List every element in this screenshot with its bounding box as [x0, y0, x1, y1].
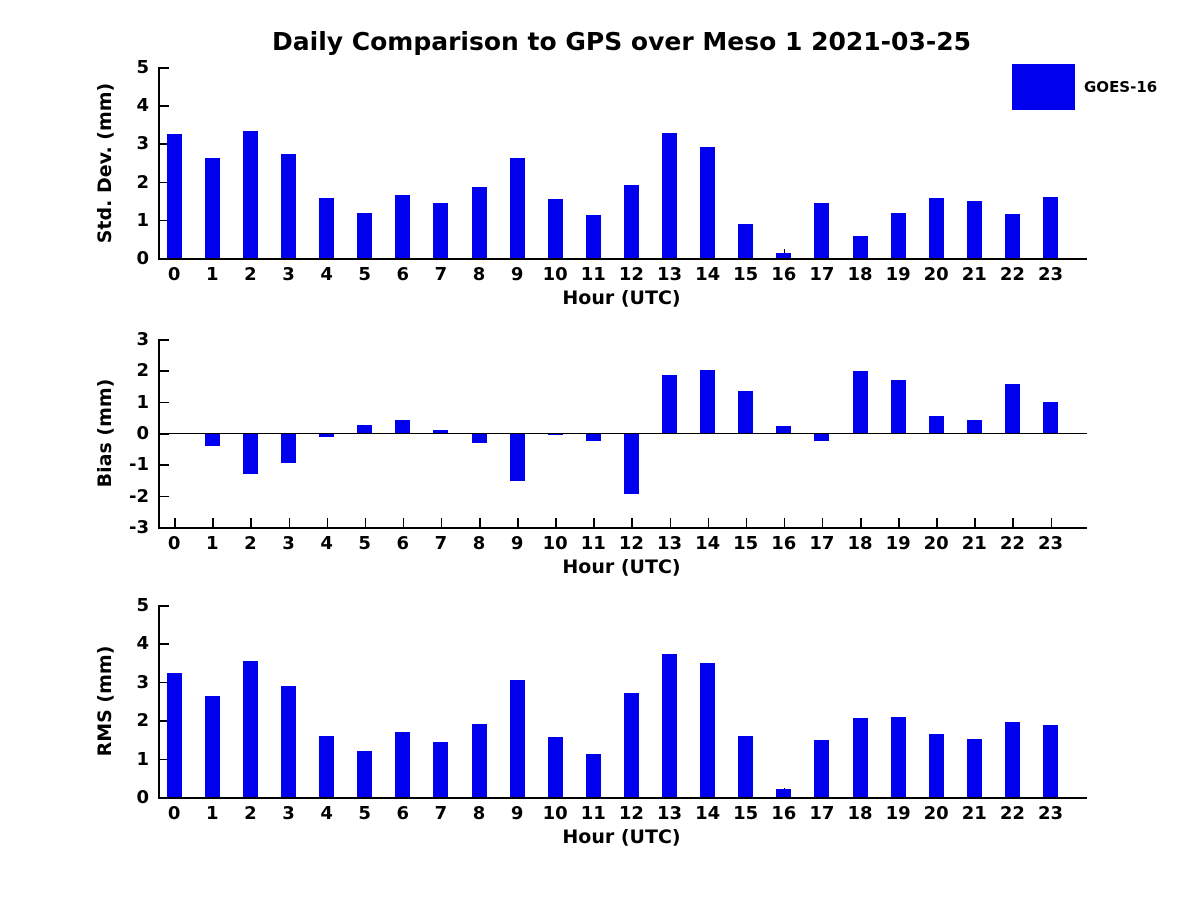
x-tick-label-std-dev: 13: [656, 264, 683, 285]
bar-std-dev-hour-20: [929, 198, 944, 258]
x-tick-label-std-dev: 6: [396, 264, 410, 285]
x-tick-bias: [631, 518, 633, 527]
x-tick-label-std-dev: 18: [847, 264, 873, 285]
x-tick-label-rms: 13: [656, 803, 683, 824]
zero-line-bias: [158, 433, 1087, 434]
x-tick-label-std-dev: 16: [771, 264, 797, 285]
bar-bias-hour-21: [967, 420, 982, 433]
x-tick-label-bias: 13: [656, 533, 683, 554]
x-axis-spine-std-dev: [158, 258, 1087, 260]
bar-rms-hour-6: [395, 732, 410, 797]
x-tick-bias: [403, 518, 405, 527]
x-tick-label-std-dev: 10: [542, 264, 568, 285]
bar-bias-hour-16: [776, 426, 791, 433]
x-tick-label-rms: 2: [244, 803, 257, 824]
x-tick-label-bias: 11: [580, 533, 606, 554]
bar-std-dev-hour-3: [281, 154, 296, 258]
bar-std-dev-hour-11: [586, 215, 601, 258]
x-tick-label-std-dev: 20: [923, 264, 949, 285]
y-tick-label-bias: 1: [136, 391, 149, 413]
x-tick-label-bias: 0: [167, 533, 181, 554]
x-tick-label-bias: 14: [695, 533, 721, 554]
bar-rms-hour-18: [853, 718, 868, 797]
bar-bias-hour-20: [929, 416, 944, 433]
x-tick-bias: [212, 518, 214, 527]
x-tick-label-std-dev: 7: [434, 264, 448, 285]
x-axis-spine-rms: [158, 797, 1087, 799]
x-tick-label-bias: 8: [472, 533, 486, 554]
bar-std-dev-hour-9: [510, 158, 525, 258]
x-tick-label-bias: 20: [923, 533, 949, 554]
x-tick-label-bias: 17: [809, 533, 835, 554]
x-tick-label-rms: 17: [809, 803, 835, 824]
bar-std-dev-hour-4: [319, 198, 334, 258]
bar-std-dev-hour-23: [1043, 197, 1058, 258]
bar-rms-hour-11: [586, 754, 601, 797]
bar-bias-hour-18: [853, 371, 868, 433]
bar-std-dev-hour-7: [433, 203, 448, 258]
x-tick-label-bias: 12: [618, 533, 644, 554]
bar-std-dev-hour-8: [472, 187, 487, 258]
bar-std-dev-hour-19: [891, 213, 906, 258]
y-tick-label-bias: -1: [129, 454, 149, 476]
y-tick-std-dev: [160, 105, 169, 107]
bar-bias-hour-15: [738, 391, 753, 433]
x-tick-label-rms: 4: [320, 803, 333, 824]
y-tick-label-rms: 0: [136, 787, 149, 808]
x-tick-label-std-dev: 12: [618, 264, 644, 285]
x-tick-label-rms: 6: [396, 803, 410, 824]
x-axis-spine-bias: [158, 527, 1087, 529]
bar-rms-hour-23: [1043, 725, 1058, 797]
x-tick-bias: [365, 518, 367, 527]
y-tick-rms: [160, 797, 169, 799]
bar-rms-hour-10: [548, 737, 563, 797]
x-tick-label-rms: 7: [434, 803, 448, 824]
bar-rms-hour-7: [433, 742, 448, 797]
bar-rms-hour-17: [814, 740, 829, 797]
x-tick-bias: [479, 518, 481, 527]
x-tick-label-rms: 20: [923, 803, 949, 824]
x-tick-bias: [822, 518, 824, 527]
bar-rms-hour-21: [967, 739, 982, 797]
x-tick-bias: [936, 518, 938, 527]
x-tick-label-std-dev: 14: [695, 264, 721, 285]
x-tick-label-std-dev: 23: [1037, 264, 1064, 285]
x-tick-label-rms: 0: [167, 803, 181, 824]
y-tick-label-std-dev: 4: [136, 95, 149, 117]
bar-std-dev-hour-17: [814, 203, 829, 258]
x-tick-label-bias: 19: [885, 533, 911, 554]
x-tick-label-std-dev: 1: [206, 264, 219, 285]
y-tick-label-bias: 2: [136, 360, 149, 382]
x-tick-bias: [441, 518, 443, 527]
x-tick-label-std-dev: 2: [244, 264, 257, 285]
y-tick-label-bias: -3: [129, 517, 149, 538]
bar-rms-hour-2: [243, 661, 258, 797]
x-tick-label-std-dev: 0: [167, 264, 181, 285]
x-tick-label-bias: 16: [771, 533, 797, 554]
x-tick-label-bias: 10: [542, 533, 568, 554]
bar-rms-hour-3: [281, 686, 296, 797]
x-tick-label-bias: 22: [999, 533, 1025, 554]
bar-bias-hour-19: [891, 380, 906, 433]
x-tick-label-bias: 3: [282, 533, 295, 554]
bar-std-dev-hour-10: [548, 199, 563, 258]
x-tick-bias: [898, 518, 900, 527]
xlabel-bias: Hour (UTC): [562, 556, 681, 578]
y-tick-bias: [160, 527, 169, 529]
y-tick-bias: [160, 402, 169, 404]
x-tick-bias: [670, 518, 672, 527]
x-tick-bias: [174, 518, 176, 527]
x-tick-bias: [708, 518, 710, 527]
x-tick-label-rms: 15: [733, 803, 759, 824]
x-tick-label-rms: 14: [695, 803, 721, 824]
ylabel-text-std-dev: Std. Dev. (mm): [94, 82, 116, 243]
xlabel-rms: Hour (UTC): [562, 826, 681, 848]
x-tick-label-bias: 23: [1037, 533, 1064, 554]
bar-rms-hour-22: [1005, 722, 1020, 797]
y-tick-rms: [160, 605, 169, 607]
x-tick-label-rms: 9: [510, 803, 524, 824]
y-tick-bias: [160, 464, 169, 466]
x-tick-label-std-dev: 4: [320, 264, 333, 285]
bar-rms-hour-15: [738, 736, 753, 797]
y-tick-std-dev: [160, 67, 169, 69]
bar-bias-hour-13: [662, 375, 677, 433]
x-tick-bias: [860, 518, 862, 527]
bar-std-dev-hour-18: [853, 236, 868, 258]
y-tick-bias: [160, 339, 169, 341]
y-tick-label-rms: 2: [136, 710, 149, 732]
bar-rms-hour-12: [624, 693, 639, 797]
y-tick-label-std-dev: 3: [136, 133, 149, 155]
bar-rms-hour-16: [776, 789, 791, 797]
bar-rms-hour-4: [319, 736, 334, 797]
x-tick-label-rms: 19: [885, 803, 911, 824]
y-tick-label-std-dev: 0: [136, 248, 149, 269]
bar-rms-hour-19: [891, 717, 906, 797]
x-tick-bias: [327, 518, 329, 527]
x-tick-label-bias: 6: [396, 533, 410, 554]
x-tick-label-bias: 7: [434, 533, 448, 554]
bar-std-dev-hour-14: [700, 147, 715, 258]
x-tick-label-rms: 12: [618, 803, 644, 824]
bar-std-dev-hour-22: [1005, 214, 1020, 258]
x-tick-bias: [1051, 518, 1053, 527]
bar-rms-hour-13: [662, 654, 677, 797]
y-tick-bias: [160, 370, 169, 372]
x-tick-label-std-dev: 22: [999, 264, 1025, 285]
x-tick-label-bias: 4: [320, 533, 333, 554]
bar-rms-hour-14: [700, 663, 715, 797]
bar-std-dev-hour-5: [357, 213, 372, 258]
x-tick-label-rms: 22: [999, 803, 1025, 824]
x-tick-label-bias: 18: [847, 533, 873, 554]
legend-swatch-goes-16: [1012, 64, 1075, 110]
bar-rms-hour-20: [929, 734, 944, 797]
x-tick-bias: [784, 518, 786, 527]
bar-std-dev-hour-15: [738, 224, 753, 258]
bar-bias-hour-11: [586, 433, 601, 441]
ylabel-text-bias: Bias (mm): [94, 378, 116, 488]
x-tick-bias: [746, 518, 748, 527]
y-tick-std-dev: [160, 258, 169, 260]
x-tick-label-std-dev: 11: [580, 264, 606, 285]
x-tick-label-rms: 11: [580, 803, 606, 824]
bar-bias-hour-12: [624, 433, 639, 494]
x-tick-label-rms: 5: [358, 803, 371, 824]
y-tick-bias: [160, 496, 169, 498]
bar-bias-hour-6: [395, 420, 410, 433]
bar-std-dev-hour-16: [776, 253, 791, 258]
y-axis-spine-rms: [158, 605, 160, 799]
y-tick-label-rms: 5: [136, 595, 149, 616]
y-tick-label-rms: 1: [136, 748, 149, 770]
x-tick-label-std-dev: 8: [472, 264, 486, 285]
x-tick-label-bias: 2: [244, 533, 257, 554]
x-tick-bias: [555, 518, 557, 527]
x-tick-label-rms: 8: [472, 803, 486, 824]
x-tick-label-bias: 15: [733, 533, 759, 554]
x-tick-label-bias: 1: [206, 533, 219, 554]
x-tick-label-rms: 10: [542, 803, 568, 824]
x-tick-label-std-dev: 9: [510, 264, 524, 285]
ylabel-text-rms: RMS (mm): [94, 645, 116, 757]
y-tick-label-bias: 3: [136, 329, 149, 350]
bar-rms-hour-9: [510, 680, 525, 797]
chart-title: Daily Comparison to GPS over Meso 1 2021-03-25: [272, 27, 971, 56]
x-tick-label-rms: 3: [282, 803, 295, 824]
x-tick-label-rms: 18: [847, 803, 873, 824]
y-tick-rms: [160, 643, 169, 645]
y-tick-label-bias: 0: [136, 423, 149, 444]
x-tick-label-std-dev: 19: [885, 264, 911, 285]
x-tick-label-bias: 5: [358, 533, 371, 554]
y-tick-label-std-dev: 5: [136, 57, 149, 78]
bar-bias-hour-14: [700, 370, 715, 433]
bar-bias-hour-22: [1005, 384, 1020, 433]
bar-rms-hour-0: [167, 673, 182, 797]
bar-bias-hour-5: [357, 425, 372, 433]
xlabel-std-dev: Hour (UTC): [562, 287, 681, 309]
x-tick-label-bias: 9: [510, 533, 524, 554]
legend-label: GOES-16: [1084, 78, 1158, 96]
bar-bias-hour-1: [205, 433, 220, 446]
bar-bias-hour-8: [472, 433, 487, 443]
y-tick-label-rms: 4: [136, 633, 149, 655]
x-tick-label-bias: 21: [961, 533, 987, 554]
x-tick-label-rms: 21: [961, 803, 987, 824]
bar-bias-hour-23: [1043, 402, 1058, 433]
x-tick-label-std-dev: 5: [358, 264, 371, 285]
x-tick-label-std-dev: 21: [961, 264, 987, 285]
y-axis-spine-std-dev: [158, 67, 160, 260]
x-tick-label-std-dev: 17: [809, 264, 835, 285]
y-tick-label-std-dev: 2: [136, 171, 149, 193]
bar-bias-hour-2: [243, 433, 258, 474]
bar-bias-hour-3: [281, 433, 296, 463]
bar-bias-hour-9: [510, 433, 525, 481]
x-tick-label-rms: 1: [206, 803, 219, 824]
bar-std-dev-hour-1: [205, 158, 220, 258]
bar-rms-hour-1: [205, 696, 220, 797]
x-tick-bias: [974, 518, 976, 527]
bar-std-dev-hour-2: [243, 131, 258, 258]
y-tick-label-rms: 3: [136, 671, 149, 693]
y-tick-label-std-dev: 1: [136, 209, 149, 231]
bar-std-dev-hour-6: [395, 195, 410, 258]
bar-std-dev-hour-13: [662, 133, 677, 258]
x-tick-label-std-dev: 3: [282, 264, 295, 285]
x-tick-label-rms: 16: [771, 803, 797, 824]
bar-std-dev-hour-21: [967, 201, 982, 258]
bar-rms-hour-8: [472, 724, 487, 797]
bar-std-dev-hour-12: [624, 185, 639, 258]
bar-rms-hour-5: [357, 751, 372, 797]
x-tick-bias: [1012, 518, 1014, 527]
x-tick-bias: [593, 518, 595, 527]
x-tick-bias: [250, 518, 252, 527]
x-tick-label-std-dev: 15: [733, 264, 759, 285]
x-tick-bias: [289, 518, 291, 527]
x-tick-bias: [517, 518, 519, 527]
bar-bias-hour-17: [814, 433, 829, 441]
y-tick-label-bias: -2: [129, 485, 149, 507]
bar-std-dev-hour-0: [167, 134, 182, 258]
x-tick-label-rms: 23: [1037, 803, 1064, 824]
